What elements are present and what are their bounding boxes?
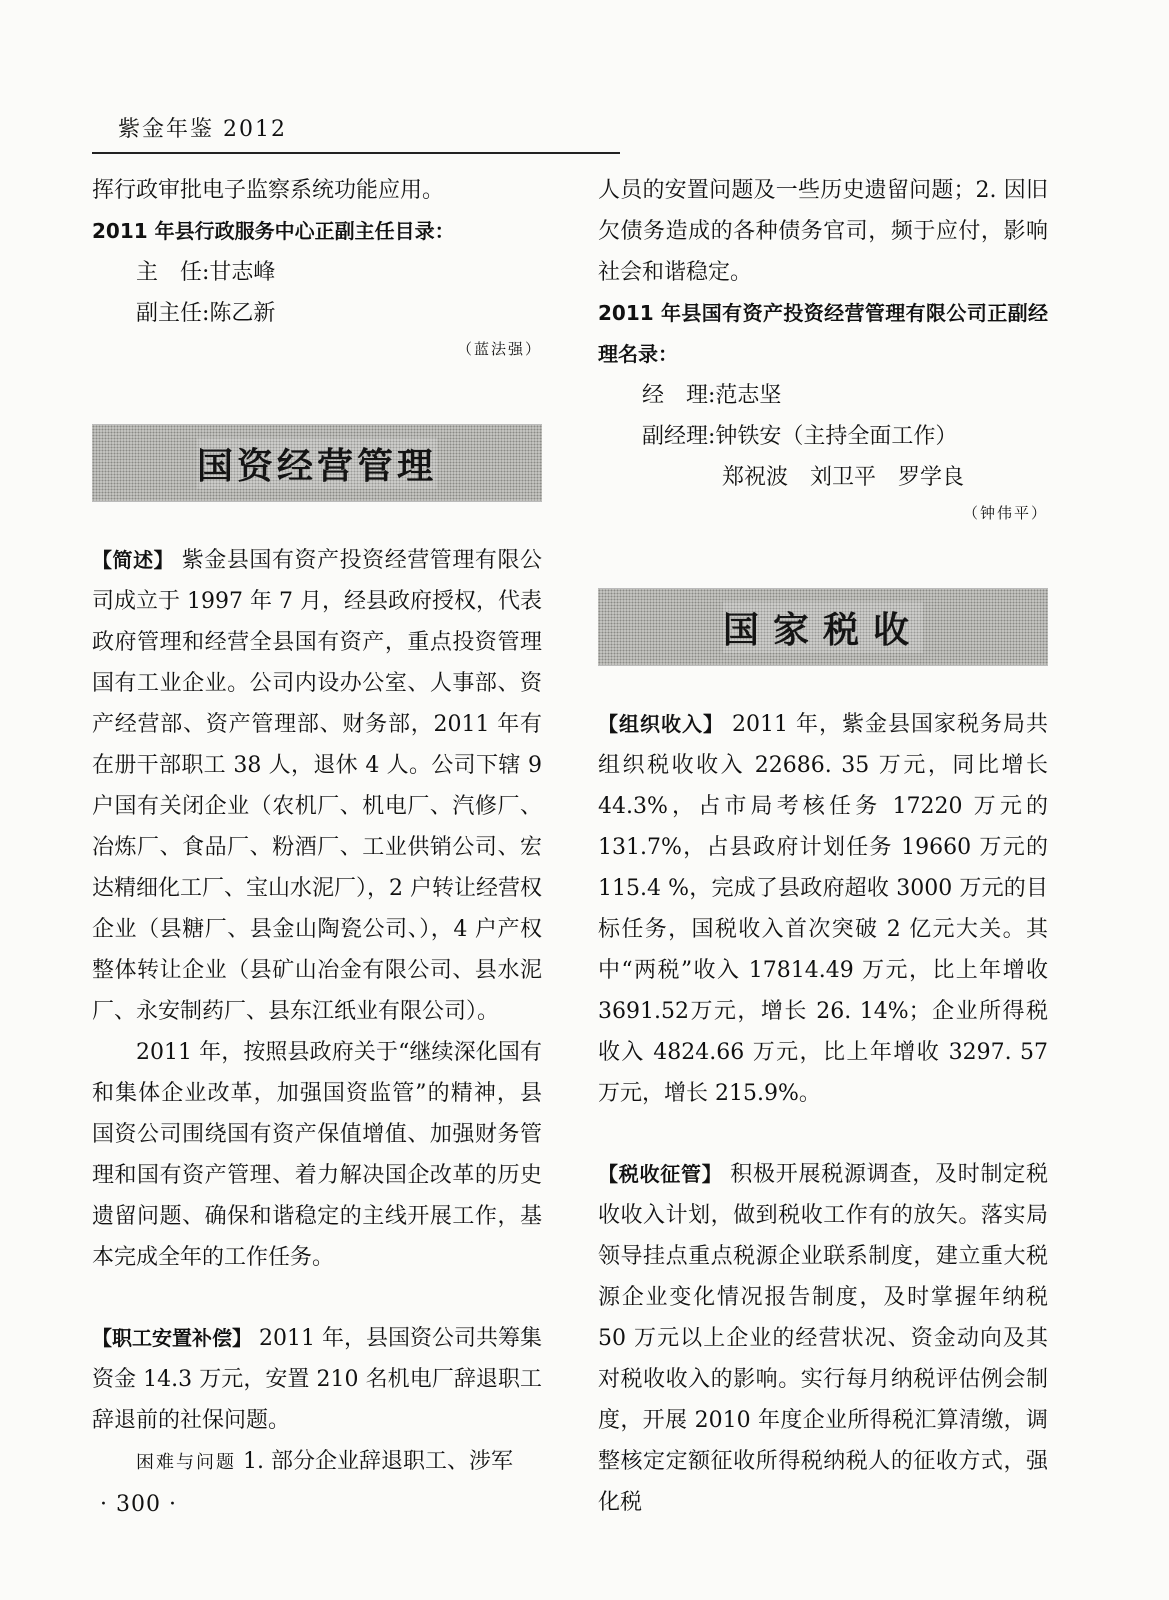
roster-manager: 经 理:范志坚 bbox=[642, 383, 782, 408]
author-credit-2: （钟伟平） bbox=[962, 504, 1048, 522]
section-title-national-tax: 国家税收 bbox=[723, 602, 923, 653]
right-column bbox=[598, 170, 1048, 1523]
problems-text: 1. 部分企业辞退职工、涉军 bbox=[236, 1449, 513, 1474]
section-banner-state-assets bbox=[92, 424, 542, 502]
section-banner-national-tax bbox=[598, 588, 1048, 666]
running-title: 紫金年鉴 2012 bbox=[118, 117, 287, 142]
company-roster-title: 2011 年县国有资产投资经营管理有限公司正副经理名录： bbox=[598, 301, 1048, 366]
compensation-paragraph bbox=[92, 1318, 542, 1441]
running-header bbox=[92, 108, 620, 154]
continued-line: 挥行政审批电子监察系统功能应用。 bbox=[92, 178, 445, 203]
roster-deputy-director: 副主任:陈乙新 bbox=[136, 301, 276, 326]
collection-text: 积极开展税源调查，及时制定税收收入计划，做到税收工作有的放矢。落实局领导挂点重点税源企业联系制度，建立重大税源企业变化情况报告制度，及时掌握年纳税 50 万元以上企业的经营状况、资金动向及其对税收收入的影响。实行每月纳税评估例会制度，开展 2010 年度企业所得税汇算清缴，调整核定定额征收所得税纳税人的征收方式，强化税 bbox=[598, 1162, 1048, 1515]
overview-label: 【简述】 bbox=[92, 548, 175, 572]
service-center-roster-title: 2011 年县行政服务中心正副主任目录： bbox=[92, 219, 455, 243]
section-title-state-assets: 国资经营管理 bbox=[197, 438, 437, 489]
roster-deputy-manager-others: 郑祝波 刘卫平 罗学良 bbox=[722, 465, 965, 490]
compensation-text: 2011 年，县国资公司共筹集资金 14.3 万元，安置 210 名机电厂辞退职工辞退前的社保问题。 bbox=[92, 1326, 543, 1433]
author-credit-1: （蓝法强） bbox=[456, 340, 542, 358]
continued-paragraph: 人员的安置问题及一些历史遗留问题；2. 因旧欠债务造成的各种债务官司，频于应付，影响社会和谐稳定。 bbox=[598, 178, 1048, 285]
problems-label: 困难与问题 bbox=[136, 1452, 236, 1473]
roster-deputy-manager: 副经理:钟铁安（主持全面工作） bbox=[642, 424, 958, 449]
page-number: · 300 · bbox=[100, 1492, 177, 1517]
revenue-paragraph bbox=[598, 704, 1048, 1114]
collection-label: 【税收征管】 bbox=[598, 1162, 723, 1186]
revenue-text: 2011 年，紫金县国家税务局共组织税收收入 22686. 35 万元，同比增长 44.3%，占市局考核任务 17220 万元的 131.7%，占县政府计划任务 19660 万元的 115.4 %，完成了县政府超收 3000 万元的目标任务，国税收入首次突破 2 亿元大关。其中“两税”收入 17814.49 万元，比上年增收 3691.52万元，增长 26. 14%；企业所得税收入 4824.66 万元，比上年增收 3297. 57 万元，增长 215.9%。 bbox=[598, 712, 1049, 1106]
compensation-label: 【职工安置补偿】 bbox=[92, 1326, 253, 1350]
problems-paragraph bbox=[92, 1441, 542, 1483]
collection-paragraph bbox=[598, 1154, 1048, 1523]
roster-director: 主 任:甘志峰 bbox=[136, 260, 276, 285]
reform-paragraph: 2011 年，按照县政府关于“继续深化国有和集体企业改革，加强国资监管”的精神，县国资公司围绕国有资产保值增值、加强财务管理和国有资产管理、着力解决国企改革的历史遗留问题、确保和谐稳定的主线开展工作，基本完成全年的工作任务。 bbox=[92, 1040, 542, 1270]
overview-paragraph bbox=[92, 540, 542, 1032]
revenue-label: 【组织收入】 bbox=[598, 712, 725, 736]
left-column bbox=[92, 170, 542, 1483]
overview-text: 紫金县国有资产投资经营管理有限公司成立于 1997 年 7 月，经县政府授权，代表政府管理和经营全县国有资产，重点投资管理国有工业企业。公司内设办公室、人事部、资产经营部、资产管理部、财务部，2011 年有在册干部职工 38 人，退休 4 人。公司下辖 9 户国有关闭企业（农机厂、机电厂、汽修厂、冶炼厂、食品厂、粉酒厂、工业供销公司、宏达精细化工厂、宝山水泥厂），2 户转让经营权企业（县糖厂、县金山陶瓷公司、），4 户产权整体转让企业（县矿山冶金有限公司、县水泥厂、永安制药厂、县东江纸业有限公司）。 bbox=[92, 548, 542, 1024]
